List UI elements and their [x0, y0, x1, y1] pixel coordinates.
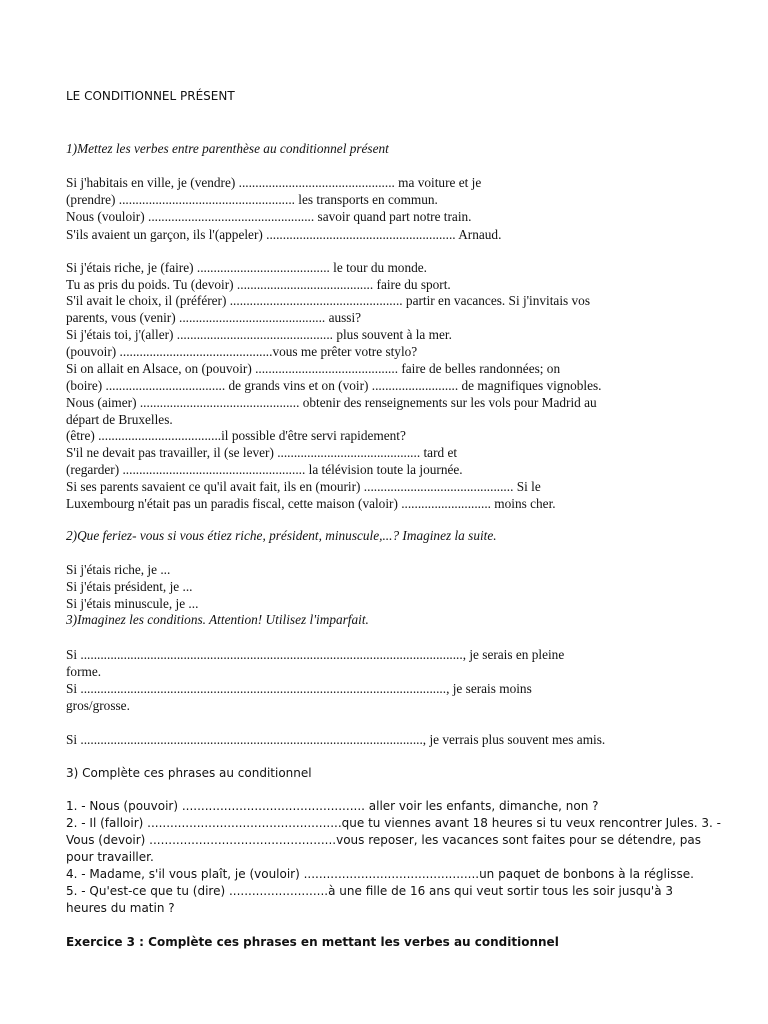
exercise-line: Si j'étais président, je ... — [66, 579, 193, 594]
exercise-line: (être) .....................................il possible d'être servi rapidement? — [66, 428, 406, 443]
exercise-line: 5. - Qu'est-ce que tu (dire) ..........................à une fille de 16 ans qui veut sortir tous les soir jusqu'à 3 — [66, 884, 674, 898]
exercise-line: 2. - Il (falloir) ...................................................que tu viennes avant 18 heures si tu veux rencontrer Jules. 3. - — [66, 816, 721, 830]
exercise-line: Tu as pris du poids. Tu (devoir) ......................................... faire du sport. — [66, 277, 451, 292]
section-1-heading: 1)Mettez les verbes entre parenthèse au conditionnel présent — [66, 141, 389, 156]
exercise-line: Si j'étais riche, je (faire) ........................................ le tour du monde. — [66, 260, 427, 275]
exercise-line: forme. — [66, 664, 102, 679]
exercise-line: Si j'habitais en ville, je (vendre) ............................................... ma voiture et je — [66, 175, 482, 190]
exercise-line: Luxembourg n'était pas un paradis fiscal, cette maison (valoir) ........................... moins cher. — [66, 496, 556, 511]
section-5-heading: Exercice 3 : Complète ces phrases en mettant les verbes au conditionnel — [66, 935, 559, 949]
page-title: LE CONDITIONNEL PRÉSENT — [66, 89, 235, 103]
exercise-line: (boire) .................................... de grands vins et on (voir) .......................... de magnifiques vignobles. — [66, 378, 602, 393]
exercise-line: parents, vous (venir) ............................................ aussi? — [66, 310, 362, 325]
exercise-line: 4. - Madame, s'il vous plaît, je (vouloir) ..............................................un paquet de bonbons à la réglisse. — [66, 867, 694, 881]
exercise-line: (pouvoir) ..............................................vous me prêter votre stylo? — [66, 344, 418, 359]
section-4-heading: 3) Complète ces phrases au conditionnel — [66, 766, 312, 780]
exercise-line: Si on allait en Alsace, on (pouvoir) ........................................... faire de belles randonnées; on — [66, 361, 561, 376]
exercise-line: heures du matin ? — [66, 901, 175, 915]
exercise-line: (prendre) ..................................................... les transports en commun. — [66, 192, 438, 207]
exercise-line: S'il avait le choix, il (préférer) .................................................... partir en vacances. Si j'invitais vos — [66, 293, 590, 308]
exercise-line: Si j'étais toi, j'(aller) ............................................... plus souvent à la mer. — [66, 327, 452, 342]
exercise-line: départ de Bruxelles. — [66, 412, 173, 427]
exercise-line: Si ses parents savaient ce qu'il avait fait, ils en (mourir) ............................................. Si le — [66, 479, 541, 494]
section-3-heading: 3)Imaginez les conditions. Attention! Utilisez l'imparfait. — [66, 612, 369, 627]
exercise-line: Nous (aimer) ................................................ obtenir des renseignements sur les vols pour Madrid au — [66, 395, 597, 410]
exercise-line: gros/grosse. — [66, 698, 130, 713]
exercise-line: Si ..................................................................................................................., je serais en pleine — [66, 647, 565, 662]
exercise-line: Vous (devoir) .................................................vous reposer, les vacances sont faites pour se détendre, pas — [66, 833, 702, 847]
exercise-line: Si j'étais riche, je ... — [66, 562, 171, 577]
exercise-line: 1. - Nous (pouvoir) ................................................ aller voir les enfants, dimanche, non ? — [66, 799, 599, 813]
exercise-line: Si .............................................................................................................., je serais moins — [66, 681, 532, 696]
exercise-line: pour travailler. — [66, 850, 154, 864]
exercise-line: Si j'étais minuscule, je ... — [66, 596, 199, 611]
exercise-line: (regarder) ....................................................... la télévision toute la journée. — [66, 462, 463, 477]
section-2-heading: 2)Que feriez- vous si vous étiez riche, président, minuscule,...? Imaginez la suite. — [66, 528, 497, 543]
exercise-line: Nous (vouloir) .................................................. savoir quand part notre train. — [66, 209, 472, 224]
exercise-line: S'ils avaient un garçon, ils l'(appeler) ......................................................... Arnaud. — [66, 227, 502, 242]
exercise-line: S'il ne devait pas travailler, il (se lever) ........................................... tard et — [66, 445, 458, 460]
exercise-line: Si ......................................................................................................., je verrais plus souvent mes amis. — [66, 732, 606, 747]
